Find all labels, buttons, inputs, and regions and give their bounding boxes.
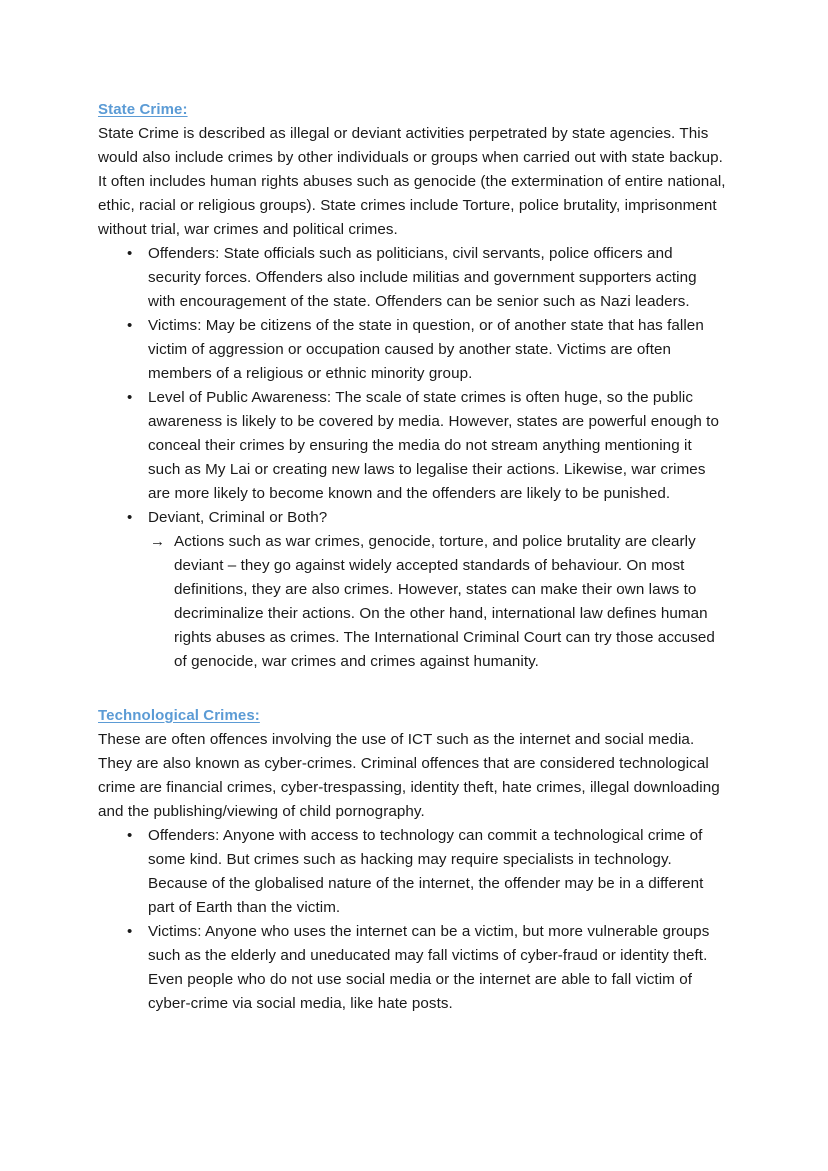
section-paragraph: State Crime is described as illegal or deviant activities perpetrated by state agencies. This would also include crimes by other individuals or groups when carried out with state backup. It often includes human rights abuses such as genocide (the extermination of entire national, ethic, racial or religious groups). State crimes include Torture, police brutality, imprisonment without trial, war crimes and political crimes. [98,125,726,238]
sub-list-item [148,530,728,674]
bullet-dot-icon: • [127,317,133,334]
arrow-right-icon: → [150,533,166,550]
list-item [98,314,728,386]
section-heading: Technological Crimes: [98,707,260,724]
section-heading: State Crime: [98,101,188,118]
list-item [98,920,728,1016]
document-section [98,704,728,1016]
list-item-text: Deviant, Criminal or Both? [148,509,328,526]
list-item-text: Victims: Anyone who uses the internet can be a victim, but more vulnerable groups such as the elderly and uneducated may fall victims of cyber-fraud or identity theft. Even people who do not use social media or the internet are able to fall victim of cyber-crime via social media, like hate posts. [148,923,710,1012]
sub-list-item-text: Actions such as war crimes, genocide, torture, and police brutality are clearly deviant – they go against widely accepted standards of behaviour. On most definitions, they are also crimes. However, states can make their own laws to decriminalize their actions. On the other hand, international law defines human rights abuses as crimes. The International Criminal Court can try those accused of genocide, war crimes and crimes against humanity. [174,533,715,670]
bullet-dot-icon: • [127,923,133,940]
list-item [98,386,728,506]
list-item-text: Offenders: State officials such as politicians, civil servants, police officers and security forces. Offenders also include militias and government supporters acting with encouragement of the state. Offenders can be senior such as Nazi leaders. [148,245,697,310]
section-paragraph: These are often offences involving the use of ICT such as the internet and social media. They are also known as cyber-crimes. Criminal offences that are considered technological crime are financial crimes, cyber-trespassing, identity theft, hate crimes, illegal downloading and the publishing/viewing of child pornography. [98,731,720,820]
list-item [98,824,728,920]
list-item [98,242,728,314]
bullet-dot-icon: • [127,827,133,844]
list-item-text: Offenders: Anyone with access to technology can commit a technological crime of some kind. But crimes such as hacking may require specialists in technology. Because of the globalised nature of the internet, the offender may be in a different part of Earth than the victim. [148,827,704,916]
bullet-dot-icon: • [127,509,133,526]
bullet-list [98,824,728,1016]
list-item-text: Victims: May be citizens of the state in question, or of another state that has fallen victim of aggression or occupation caused by another state. Victims are often members of a religious or ethnic minority group. [148,317,704,382]
list-item [98,506,728,674]
bullet-list [98,242,728,674]
bullet-dot-icon: • [127,389,133,406]
sub-list [148,530,728,674]
document-body [98,98,728,1016]
list-item-text: Level of Public Awareness: The scale of state crimes is often huge, so the public awareness is likely to be covered by media. However, states are powerful enough to conceal their crimes by ensuring the media do not stream anything mentioning it such as My Lai or creating new laws to legalise their actions. Likewise, war crimes are more likely to become known and the offenders are likely to be punished. [148,389,720,502]
document-section [98,98,728,674]
bullet-dot-icon: • [127,245,133,262]
